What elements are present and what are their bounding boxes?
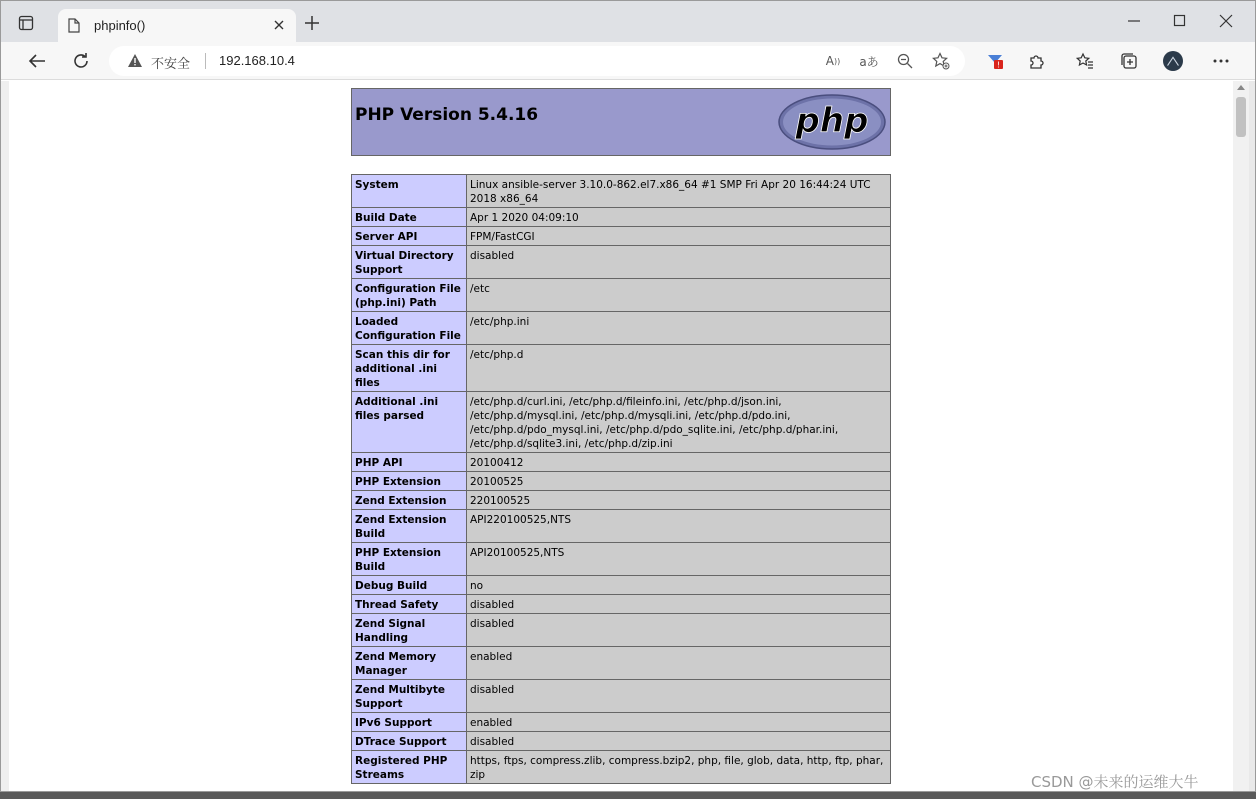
more-menu-icon[interactable]	[1211, 51, 1231, 71]
table-row	[352, 713, 891, 732]
row-value: /etc/php.d/curl.ini, /etc/php.d/fileinfo.ini, /etc/php.d/json.ini, /etc/php.d/mysql.ini, /etc/php.d/mysqli.ini, /etc/php.d/pdo.ini, /etc/php.d/pdo_mysql.ini, /etc/php.d/pdo_sqlite.ini, /etc/php.d/phar.ini, /etc/php.d/sqlite3.ini, /etc/php.d/zip.ini	[467, 392, 891, 453]
row-value: /etc	[467, 279, 891, 312]
row-value: Apr 1 2020 04:09:10	[467, 208, 891, 227]
profile-avatar[interactable]	[1163, 51, 1183, 71]
row-key: Server API	[352, 227, 467, 246]
row-value: disabled	[467, 595, 891, 614]
row-value: API220100525,NTS	[467, 510, 891, 543]
row-key: Debug Build	[352, 576, 467, 595]
table-row	[352, 392, 891, 453]
row-value: disabled	[467, 614, 891, 647]
page-title: PHP Version 5.4.16	[355, 105, 539, 125]
row-value: API20100525,NTS	[467, 543, 891, 576]
page-viewport	[9, 81, 1233, 792]
tab-actions-icon[interactable]	[15, 13, 37, 33]
table-row	[352, 576, 891, 595]
extensions-icon[interactable]	[1027, 51, 1047, 71]
collections-icon[interactable]	[1119, 51, 1139, 71]
table-row	[352, 751, 891, 784]
row-value: disabled	[467, 680, 891, 713]
table-row	[352, 614, 891, 647]
row-value: Linux ansible-server 3.10.0-862.el7.x86_64 #1 SMP Fri Apr 20 16:44:24 UTC 2018 x86_64	[467, 175, 891, 208]
row-key: Zend Memory Manager	[352, 647, 467, 680]
php-version-header	[351, 88, 891, 156]
scroll-up-arrow-icon[interactable]	[1237, 85, 1245, 90]
table-row	[352, 595, 891, 614]
table-row	[352, 312, 891, 345]
row-value: FPM/FastCGI	[467, 227, 891, 246]
page-icon	[68, 18, 80, 37]
row-value: enabled	[467, 713, 891, 732]
tab-close-icon[interactable]	[272, 17, 286, 36]
row-value: /etc/php.d	[467, 345, 891, 392]
extension-badge-icon[interactable]	[985, 51, 1005, 71]
scroll-thumb[interactable]	[1236, 97, 1246, 137]
row-key: IPv6 Support	[352, 713, 467, 732]
watermark: CSDN @未来的运维大牛	[1031, 773, 1199, 791]
vertical-scrollbar[interactable]	[1233, 81, 1249, 792]
row-value: 220100525	[467, 491, 891, 510]
add-favorite-icon[interactable]	[931, 52, 951, 70]
row-key: Zend Signal Handling	[352, 614, 467, 647]
row-key: Registered PHP Streams	[352, 751, 467, 784]
row-key: PHP Extension Build	[352, 543, 467, 576]
table-row	[352, 732, 891, 751]
row-key: Zend Multibyte Support	[352, 680, 467, 713]
new-tab-icon[interactable]	[303, 14, 321, 36]
row-value: 20100412	[467, 453, 891, 472]
minimize-icon[interactable]	[1127, 11, 1141, 35]
row-value: disabled	[467, 732, 891, 751]
tab-title: phpinfo()	[94, 18, 146, 33]
table-row	[352, 175, 891, 208]
table-row	[352, 647, 891, 680]
row-key: Zend Extension	[352, 491, 467, 510]
row-value: /etc/php.ini	[467, 312, 891, 345]
background-window-edge	[1, 81, 9, 792]
favorites-icon[interactable]	[1075, 51, 1095, 71]
table-row	[352, 345, 891, 392]
background-window-edge-right	[1249, 81, 1256, 792]
php-info-table	[351, 174, 891, 784]
row-key: Build Date	[352, 208, 467, 227]
warning-icon[interactable]	[127, 53, 143, 72]
close-window-icon[interactable]	[1219, 11, 1233, 35]
row-key: PHP API	[352, 453, 467, 472]
table-row	[352, 453, 891, 472]
security-label[interactable]: 不安全	[151, 57, 191, 72]
row-key: Additional .ini files parsed	[352, 392, 467, 453]
table-row	[352, 543, 891, 576]
row-value: https, ftps, compress.zlib, compress.bzip2, php, file, glob, data, http, ftp, phar, zip	[467, 751, 891, 784]
tab-phpinfo[interactable]	[58, 9, 296, 42]
row-value: no	[467, 576, 891, 595]
table-row	[352, 472, 891, 491]
table-row	[352, 227, 891, 246]
row-key: Scan this dir for additional .ini files	[352, 345, 467, 392]
desktop-background	[0, 792, 1256, 799]
row-key: Loaded Configuration File	[352, 312, 467, 345]
table-row	[352, 279, 891, 312]
refresh-icon[interactable]	[71, 51, 91, 71]
row-key: DTrace Support	[352, 732, 467, 751]
maximize-icon[interactable]	[1173, 11, 1187, 35]
row-key: System	[352, 175, 467, 208]
zoom-out-icon[interactable]	[895, 52, 915, 70]
table-row	[352, 491, 891, 510]
row-value: enabled	[467, 647, 891, 680]
row-key: Thread Safety	[352, 595, 467, 614]
table-row	[352, 680, 891, 713]
tab-strip	[1, 1, 1255, 42]
row-value: disabled	[467, 246, 891, 279]
php-logo[interactable]	[778, 94, 886, 154]
back-icon[interactable]	[27, 51, 47, 71]
row-key: Zend Extension Build	[352, 510, 467, 543]
read-aloud-icon[interactable]: A ))	[825, 54, 841, 68]
row-key: PHP Extension	[352, 472, 467, 491]
php-logo-text: php	[795, 101, 869, 141]
url-divider	[205, 53, 206, 69]
url-text[interactable]: 192.168.10.4	[219, 53, 295, 68]
browser-toolbar	[1, 42, 1255, 80]
table-row	[352, 208, 891, 227]
row-key: Virtual Directory Support	[352, 246, 467, 279]
table-row	[352, 246, 891, 279]
row-key: Configuration File (php.ini) Path	[352, 279, 467, 312]
table-row	[352, 510, 891, 543]
row-value: 20100525	[467, 472, 891, 491]
svg-text:!: !	[996, 60, 1001, 70]
address-bar[interactable]	[109, 46, 965, 76]
translate-icon[interactable]: aあ	[859, 54, 879, 69]
